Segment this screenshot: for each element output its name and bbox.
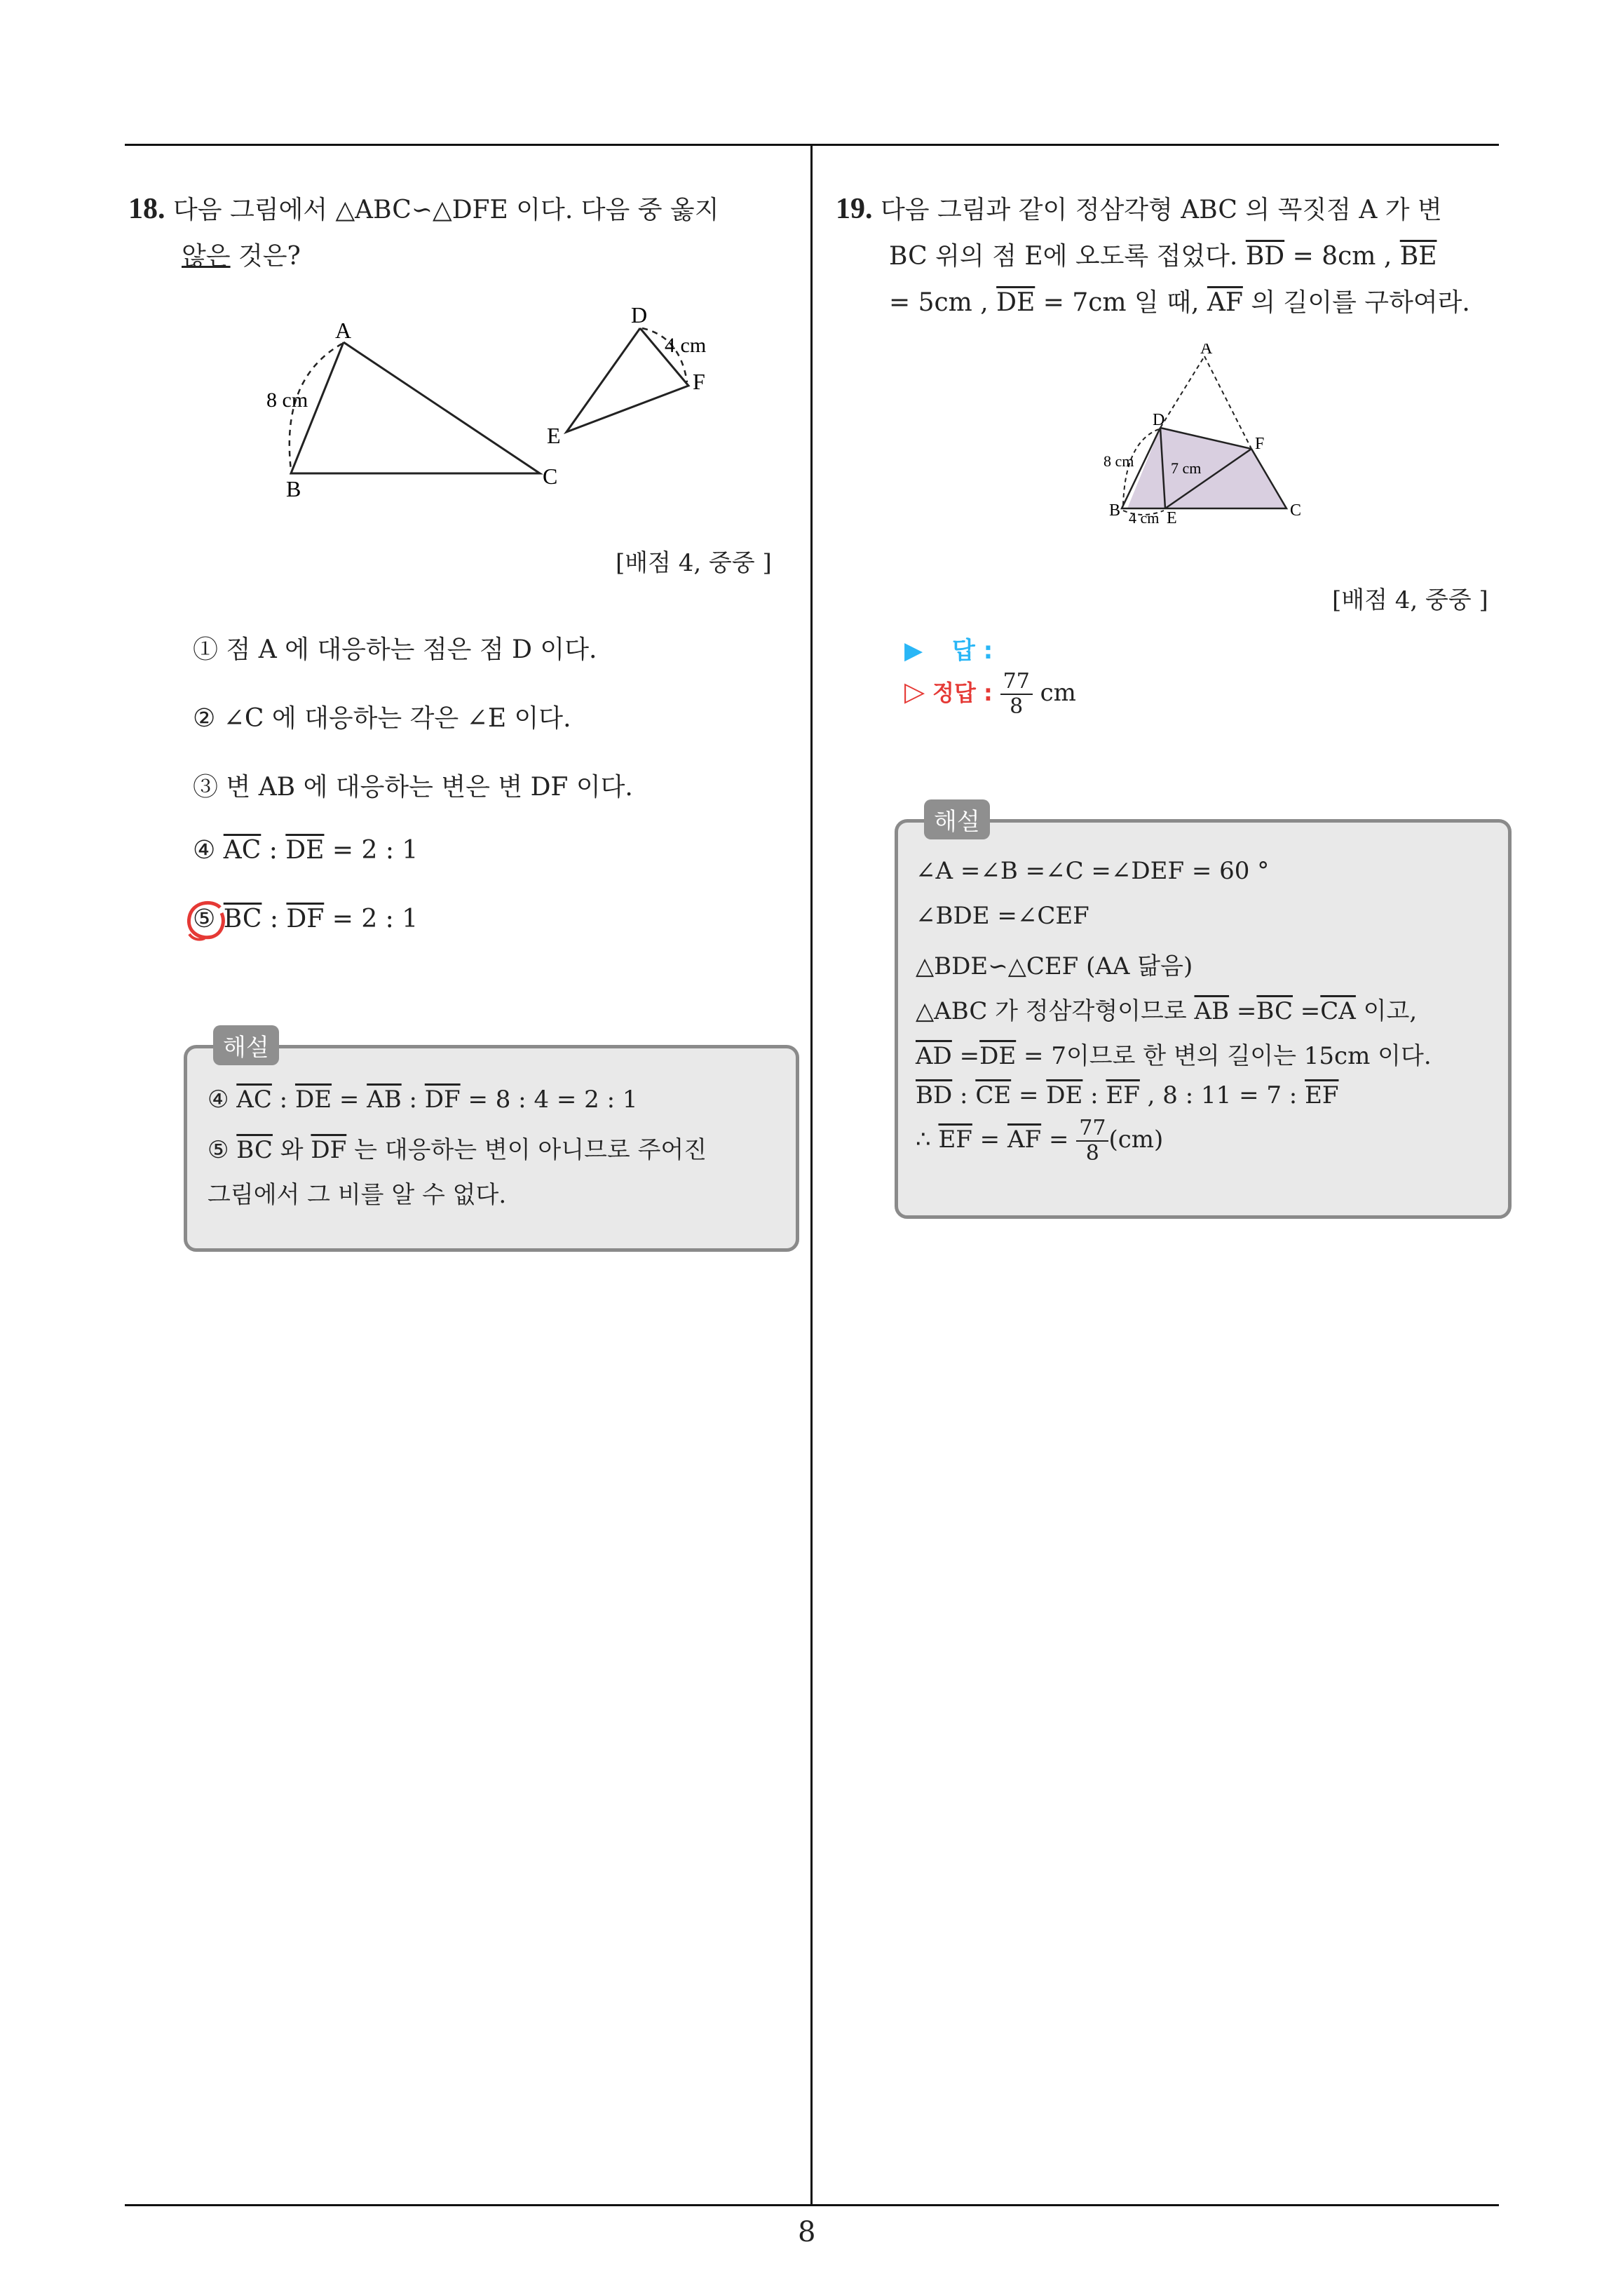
ratio-value: = 2 : 1 — [324, 905, 419, 933]
answer-input-field[interactable] — [1024, 631, 1444, 662]
label-b: B — [286, 476, 301, 501]
answer-label: 답 : — [952, 637, 993, 665]
q19-solution-line5: $\overline{AD} =\overline{DE} = 7$이므로 한 변의 길이는 15cm 이다. — [916, 1042, 1432, 1070]
choice-mark: ① — [193, 635, 219, 664]
segment-de: $\overline{DE}$ — [285, 836, 325, 865]
choice-mark: ② — [193, 704, 216, 733]
q19-text-line1: 다음 그림과 같이 정삼각형 ABC 의 꼭짓점 A 가 변 — [880, 196, 1442, 224]
q18-choice-3[interactable] — [193, 767, 633, 803]
label-c: C — [543, 464, 558, 489]
q19-solution-line2: ∠BDE =∠CEF — [916, 902, 1089, 930]
bottom-rule — [125, 2204, 1499, 2206]
q18-solution-line3: 그림에서 그 비를 알 수 없다. — [208, 1181, 507, 1209]
label-e: E — [547, 423, 561, 448]
segment-df: $\overline{DF}$ — [286, 905, 325, 933]
label-e: E — [1167, 509, 1177, 527]
q19-stem: 19. 다음 그림과 같이 정삼각형 ABC 의 꼭짓점 A 가 변 BC 위의 점 E에 오도록 접었다. $\overline{BD} = 8cm$ , $\overline{BE}$ = 5cm , $\overline{DE} = 7cm$ 일 때, $\overline{AF}$ 의 길이를 구하여라. — [836, 193, 1470, 317]
q18-choice-4[interactable] — [193, 836, 418, 865]
q18-number: 18. — [128, 193, 165, 225]
ratio-value: = 2 : 1 — [324, 836, 419, 865]
label-df-length: 4 cm — [665, 334, 707, 357]
label-bd-length: 8 cm — [1103, 452, 1134, 470]
label-f: F — [1255, 435, 1265, 453]
q18-stem — [128, 186, 801, 280]
choice-text: ∠C 에 대응하는 각은 ∠E 이다. — [223, 704, 571, 733]
q19-answer-row — [904, 631, 993, 666]
correct-answer-circle-icon — [184, 898, 229, 943]
q18-solution-line1: ④ $\overline{AC}$ : $\overline{DE} = \overline{AB}$ : $\overline{DF} = 8$ : 4 = 2 : 1 — [208, 1086, 638, 1114]
q19-number: 19. — [836, 193, 873, 225]
q18-solution-tag: 해설 — [213, 1025, 279, 1065]
q19-solution-line6: $\overline{BD}$ : $\overline{CE} = \overline{DE}$ : $\overline{EF}$ , 8 : 11 = 7 : $\overline{EF}$ — [916, 1081, 1339, 1109]
choice-text: 점 A 에 대응하는 점은 점 D 이다. — [226, 635, 597, 664]
label-de-length: 7 cm — [1171, 459, 1202, 477]
ratio-sep: : — [261, 836, 286, 865]
q19-solution-line1: ∠A =∠B =∠C =∠DEF = 60 ° — [916, 857, 1270, 885]
fold-line-ad — [1160, 356, 1204, 428]
segment-ac: $\overline{AC}$ — [223, 836, 262, 865]
q19-solution-tag: 해설 — [924, 799, 990, 839]
label-a: A — [1200, 344, 1213, 358]
correct-fraction: $\frac{77}{8}$ — [1000, 670, 1033, 719]
q19-correct-row — [904, 670, 1076, 719]
label-c: C — [1290, 501, 1302, 520]
page-number: 8 — [798, 2216, 816, 2248]
choice-text: 변 AB 에 대응하는 변은 변 DF 이다. — [226, 773, 633, 802]
label-d: D — [1153, 411, 1165, 429]
correct-unit: cm — [1040, 679, 1076, 707]
solution-fraction: $\frac{77}{8}$ — [1076, 1116, 1108, 1166]
choice-mark: ⑤ — [193, 905, 216, 933]
label-a: A — [335, 318, 352, 343]
q18-underlined-word: 않은 — [182, 242, 231, 271]
triangle-abc — [291, 342, 540, 473]
choice-mark: ③ — [193, 773, 219, 802]
label-ab-length: 8 cm — [266, 389, 308, 412]
q19-figure — [1094, 344, 1318, 533]
q18-choice-1[interactable] — [193, 630, 597, 666]
q18-solution-line2: ⑤ $\overline{BC}$ 와 $\overline{DF}$ 는 대응하는 변이 아니므로 주어진 — [208, 1136, 707, 1164]
q18-text-line1: 다음 그림에서 △ABC∽△DFE 이다. 다음 중 옳지 — [172, 196, 719, 224]
choice-mark: ④ — [193, 836, 216, 865]
q19-solution-line3: △BDE∽△CEF (AA 닮음) — [916, 952, 1193, 980]
label-b: B — [1109, 501, 1121, 520]
q18-text-line2: 것은? — [230, 242, 301, 271]
segment-bc: $\overline{BC}$ — [223, 905, 262, 933]
q18-choice-2[interactable] — [193, 698, 571, 734]
correct-label: 정답 : — [932, 680, 993, 706]
label-d: D — [631, 302, 648, 327]
label-f: F — [693, 369, 705, 394]
fold-line-af — [1204, 356, 1251, 449]
column-divider — [810, 144, 813, 2206]
q19-solution-line7: ∴ $\overline{EF} = \overline{AF}$ = $\frac{77}{8}$ (cm) — [916, 1116, 1164, 1166]
q19-solution-line4: △ABC 가 정삼각형이므로 $\overline{AB} =\overline{BC} =\overline{CA}$ 이고, — [916, 997, 1418, 1025]
q18-figure — [252, 295, 743, 505]
outline-triangle-icon: ▷ — [904, 676, 925, 707]
ratio-sep: : — [262, 905, 287, 933]
q19-score: [배점 4, 중중 ] — [1332, 586, 1488, 614]
q18-score: [배점 4, 중중 ] — [616, 549, 772, 577]
label-be-length: 4 cm — [1129, 509, 1160, 527]
play-triangle-icon: ▶ — [904, 637, 923, 665]
